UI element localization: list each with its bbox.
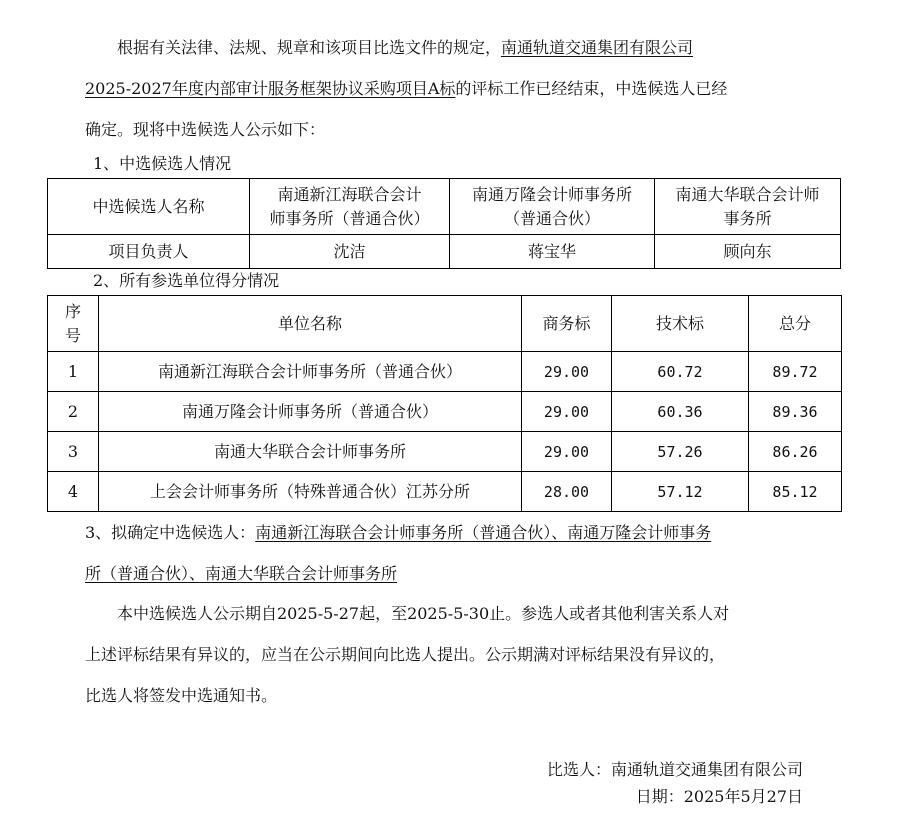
business-score-cell: 29.00 — [522, 352, 612, 392]
seq-cell: 2 — [48, 392, 99, 432]
intro-text: 根据有关法律、法规、规章和该项目比选文件的规定， — [117, 38, 502, 57]
table-row — [48, 432, 842, 472]
unit-header: 单位名称 — [99, 296, 522, 352]
intro-line-1 — [117, 37, 693, 59]
candidate-name-cell: 南通大华联合会计师 事务所 — [655, 179, 841, 235]
candidate-table — [47, 178, 841, 269]
intro-text: 的评标工作已经结束，中选候选人已经 — [455, 79, 728, 98]
table-row — [48, 472, 842, 512]
intro-line-3: 确定。现将中选候选人公示如下： — [85, 120, 326, 139]
section-3-line-1 — [85, 522, 711, 544]
notice-line-3: 比选人将签发中选通知书。 — [85, 686, 278, 705]
technical-score-cell: 57.12 — [612, 472, 749, 512]
unit-cell: 上会会计师事务所（特殊普通合伙）江苏分所 — [99, 472, 522, 512]
total-score-cell: 85.12 — [749, 472, 842, 512]
project-leader-label: 项目负责人 — [48, 235, 250, 269]
unit-cell: 南通新江海联合会计师事务所（普通合伙） — [99, 352, 522, 392]
project-name: 2025-2027年度内部审计服务框架协议采购项目A标 — [85, 79, 456, 98]
candidate-name-row — [48, 179, 841, 235]
unit-cell: 南通大华联合会计师事务所 — [99, 432, 522, 472]
section-2-heading: 2、所有参选单位得分情况 — [93, 271, 280, 290]
selector-signature: 比选人：南通轨道交通集团有限公司 — [546, 760, 803, 779]
intro-line-2 — [85, 78, 727, 100]
seq-cell: 3 — [48, 432, 99, 472]
candidate-name-cell: 南通万隆会计师事务所 （普通合伙） — [450, 179, 655, 235]
technical-score-cell: 57.26 — [612, 432, 749, 472]
technical-score-cell: 60.36 — [612, 392, 749, 432]
score-table — [47, 295, 842, 512]
company-name: 南通轨道交通集团有限公司 — [501, 38, 694, 57]
section-1-heading: 1、中选候选人情况 — [93, 154, 232, 173]
project-leader-cell: 沈洁 — [250, 235, 450, 269]
business-score-cell: 29.00 — [522, 392, 612, 432]
business-score-cell: 28.00 — [522, 472, 612, 512]
score-table-header — [48, 296, 842, 352]
selected-candidates-cont: 所（普通合伙）、南通大华联合会计师事务所 — [85, 564, 398, 583]
table-row — [48, 352, 842, 392]
signature-date: 日期：2025年5月27日 — [635, 787, 803, 806]
project-leader-cell: 顾向东 — [655, 235, 841, 269]
candidate-name-label: 中选候选人名称 — [48, 179, 250, 235]
total-score-cell: 86.26 — [749, 432, 842, 472]
unit-cell: 南通万隆会计师事务所（普通合伙） — [99, 392, 522, 432]
candidate-name-cell: 南通新江海联合会计 师事务所（普通合伙） — [250, 179, 450, 235]
notice-line-1: 本中选候选人公示期自2025-5-27起，至2025-5-30止。参选人或者其他利害关系人对 — [117, 604, 730, 623]
section-3-line-2 — [85, 563, 397, 585]
total-score-cell: 89.36 — [749, 392, 842, 432]
total-score-header: 总分 — [749, 296, 842, 352]
business-score-header: 商务标 — [522, 296, 612, 352]
notice-line-2: 上述评标结果有异议的，应当在公示期间向比选人提出。公示期满对评标结果没有异议的， — [85, 645, 726, 664]
business-score-cell: 29.00 — [522, 432, 612, 472]
seq-header: 序 号 — [48, 296, 99, 352]
project-leader-cell: 蒋宝华 — [450, 235, 655, 269]
project-leader-row — [48, 235, 841, 269]
table-row — [48, 392, 842, 432]
seq-cell: 1 — [48, 352, 99, 392]
selected-candidates: 南通新江海联合会计师事务所（普通合伙）、南通万隆会计师事务 — [255, 523, 712, 542]
seq-cell: 4 — [48, 472, 99, 512]
total-score-cell: 89.72 — [749, 352, 842, 392]
technical-score-header: 技术标 — [612, 296, 749, 352]
technical-score-cell: 60.72 — [612, 352, 749, 392]
section-3-label: 3、拟确定中选候选人： — [85, 523, 256, 542]
